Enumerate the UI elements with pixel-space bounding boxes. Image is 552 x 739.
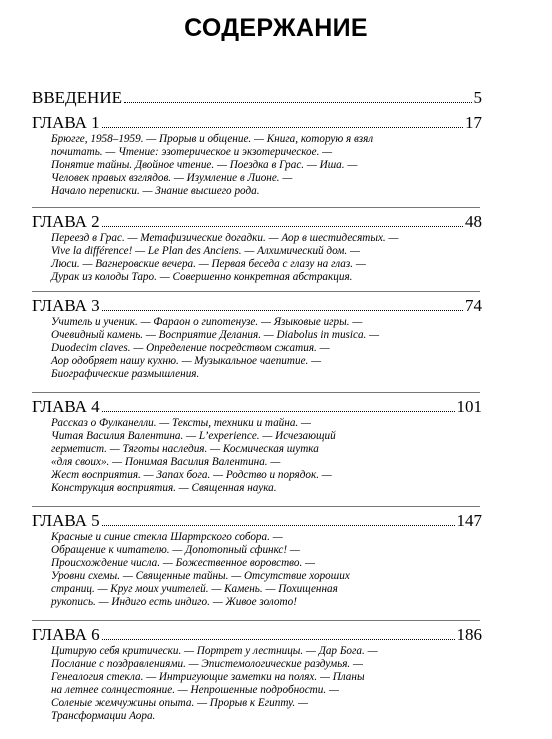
chapter-label: ГЛАВА 6 [32,625,100,644]
chapter-page-number: 17 [465,113,482,132]
chapter-entry [32,113,482,133]
chapter-separator [32,392,480,393]
dot-leader [102,113,463,128]
intro-label: ВВЕДЕНИЕ [32,88,122,107]
chapter-summary-line: Переезд в Грас. — Метафизические догадки. — Аор в шестидесятых. — [51,232,399,244]
chapter-summary-line: Конструкция восприятия. — Священная наука. [51,482,277,494]
chapter-label: ГЛАВА 1 [32,113,100,132]
chapter-summary-line: страниц. — Круг моих учителей. — Камень. — Похищенная [51,583,338,595]
chapter-summary-line: Понятие тайны. Двойное чтение. — Поездка в Грас. — Иша. — [51,159,358,171]
chapter-label: ГЛАВА 2 [32,212,100,231]
chapter-summary-line: Цитирую себя критически. — Портрет у лестницы. — Дар Бога. — [51,645,378,657]
chapter-summary-line: Аор одобряет нашу кухню. — Музыкальное чаепитие. — [51,355,322,367]
chapter-entry [32,212,482,232]
chapter-summary-line: Трансформации Аора. [51,710,156,722]
chapter-entry [32,296,482,316]
chapter-summary-line: Дурак из колоды Таро. — Совершенно конкретная абстракция. [51,271,353,283]
chapter-summary-line: Обращение к читателю. — Допотопный сфинкс! — [51,544,300,556]
chapter-page-number: 101 [456,397,482,416]
chapter-summary-line: Происхождение числа. — Божественное воровство. — [51,557,315,569]
chapter-separator [32,506,480,507]
chapter-summary-line: рукопись. — Индиго есть индиго. — Живое золото! [51,596,297,608]
chapter-summary-line: Уровни схемы. — Священные тайны. — Отсутствие хороших [51,570,350,582]
chapter-summary [51,316,471,381]
chapter-summary-line: Брюгге, 1958–1959. — Прорыв и общение. — Книга, которую я взял [51,133,374,145]
chapter-summary-line: Рассказ о Фулканелли. — Тексты, техники и тайна. — [51,417,311,429]
chapter-summary-line: Красные и синие стекла Шартрского собора. — [51,531,283,543]
chapter-summary [51,417,471,495]
chapter-summary-line: герметист. — Тяготы наследия. — Космическая шутка [51,443,319,455]
chapter-page-number: 48 [465,212,482,231]
chapter-page-number: 74 [465,296,482,315]
chapter-summary-line: Vive la différence! — Le Plan des Anciens. — Алхимический дом. — [51,245,360,257]
chapter-summary-line: Генеалогия стекла. — Интригующие заметки на полях. — Планы [51,671,365,683]
dot-leader [102,511,455,526]
chapter-summary [51,232,471,284]
chapter-summary-line: Послание с поздравлениями. — Эпистемологические раздумья. — [51,658,363,670]
intro-entry [32,88,482,108]
chapter-label: ГЛАВА 4 [32,397,100,416]
dot-leader [102,296,463,311]
chapter-summary-line: почитать. — Чтение: эзотерическое и экзотерическое. — [51,146,333,158]
chapter-summary-line: Начало переписки. — Знание высшего рода. [51,185,260,197]
chapter-entry [32,625,482,645]
chapter-summary-line: Соленые жемчужины опыта. — Прорыв к Египту. — [51,697,308,709]
chapter-separator [32,620,480,621]
chapter-separator [32,291,480,292]
chapter-summary-line: «для своих». — Понимая Василия Валентина. — [51,456,281,468]
chapter-summary-line: Учитель и ученик. — Фараон о гипотенузе. — Языковые игры. — [51,316,363,328]
chapter-entry [32,511,482,531]
chapter-summary-line: Люси. — Вагнеровские вечера. — Первая беседа с глазу на глаз. — [51,258,366,270]
dot-leader [124,88,472,103]
chapter-summary-line: на летнее солнцестояние. — Непрошенные подробности. — [51,684,339,696]
chapter-summary [51,645,471,723]
intro-page-number: 5 [473,88,482,107]
chapter-summary-line: Жест восприятия. — Запах бога. — Родство и порядок. — [51,469,332,481]
page-title: СОДЕРЖАНИЕ [184,14,368,42]
chapter-summary-line: Биографические размышления. [51,368,200,380]
chapter-summary-line: Человек правых взглядов. — Изумление в Лионе. — [51,172,293,184]
dot-leader [102,625,455,640]
chapter-summary [51,531,471,609]
chapter-label: ГЛАВА 3 [32,296,100,315]
chapter-summary-line: Duodecim claves. — Определение посредством сжатия. — [51,342,330,354]
chapter-summary-line: Очевидный камень. — Восприятие Делания. — Diabolus in musica. — [51,329,380,341]
chapter-page-number: 186 [456,625,482,644]
chapter-separator [32,207,480,208]
chapter-entry [32,397,482,417]
chapter-summary-line: Читая Василия Валентина. — L’experience. — Исчезающий [51,430,336,442]
dot-leader [102,212,463,227]
chapter-page-number: 147 [456,511,482,530]
chapter-summary [51,133,471,198]
chapter-label: ГЛАВА 5 [32,511,100,530]
dot-leader [102,397,455,412]
